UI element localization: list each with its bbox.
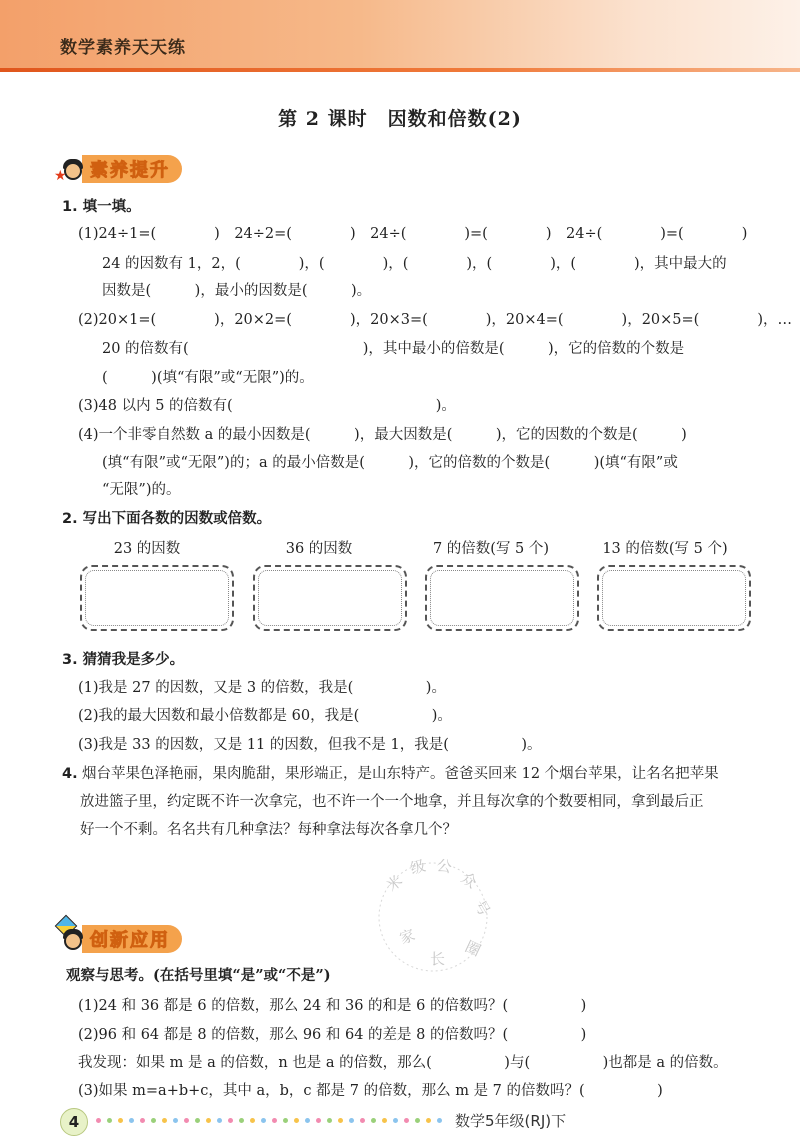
- answer-box-factors-23[interactable]: [80, 565, 234, 631]
- stamp-char-2: 公: [435, 856, 454, 877]
- q2-title: 2. 写出下面各数的因数或倍数。: [62, 511, 272, 527]
- box-label-factors-36: 36 的因数: [285, 541, 353, 557]
- lesson-title: 第 2 课时 因数和倍数(2): [278, 108, 522, 130]
- watermark-stamp: [368, 852, 498, 982]
- q1-p1-line1: (1)24÷1=( ) 24÷2=( ) 24÷( )=( ) 24÷( )=( ): [78, 226, 748, 242]
- footer-dots: [96, 1118, 442, 1123]
- q1-p2-line3: ( )(填“有限”或“无限”)的。: [102, 370, 314, 386]
- q1-p2-line1: (2)20×1=( )，20×2=( )，20×3=( )，20×4=( )，20×5=( )，…: [78, 312, 792, 328]
- q4-line1: 烟台苹果色泽艳丽，果肉脆甜，果形端正，是山东特产。爸爸买回来 12 个烟台苹果，让名名把苹果: [82, 766, 719, 782]
- q1-p4-line2: (填“有限”或“无限”)的；a 的最小倍数是( )，它的倍数的个数是( )(填“有限”或: [102, 455, 678, 471]
- section-badge-literacy: [54, 154, 182, 184]
- q4-line3: 好一个不剩。名名共有几种拿法？每种拿法每次各拿几个？: [80, 822, 457, 838]
- q1-p4-line3: “无限”)的。: [102, 482, 181, 498]
- stamp-char-3: 众: [457, 868, 481, 892]
- stamp-char-1: 级: [408, 856, 428, 878]
- q5-line4: (3)如果 m=a+b+c，其中 a，b，c 都是 7 的倍数，那么 m 是 7 的倍数吗？( ): [78, 1083, 663, 1099]
- section-title-2: 创新应用: [82, 925, 182, 953]
- q4-number: 4.: [62, 766, 78, 782]
- q1-p2-line2: 20 的倍数有( )，其中最小的倍数是( )，它的倍数的个数是: [102, 341, 685, 357]
- q1-title: 1. 填一填。: [62, 199, 141, 215]
- q5-title: 观察与思考。(在括号里填“是”或“不是”): [66, 967, 331, 984]
- q3-line3: (3)我是 33 的因数，又是 11 的因数，但我不是 1，我是( )。: [78, 737, 542, 753]
- student-kite-icon: [58, 924, 88, 954]
- series-title: 数学素养天天练: [60, 38, 186, 58]
- answer-box-multiples-13[interactable]: [597, 565, 751, 631]
- q4-line2: 放进篮子里，约定既不许一次拿完，也不许一个一个地拿，并且每次拿的个数要相同，拿到最后正: [80, 794, 704, 810]
- stamp-char-6: 长: [430, 950, 446, 968]
- q5-line1: (1)24 和 36 都是 6 的倍数，那么 24 和 36 的和是 6 的倍数吗？( ): [78, 998, 587, 1014]
- q3-title: 3. 猜猜我是多少。: [62, 652, 185, 668]
- stamp-char-4: 号: [470, 897, 494, 920]
- page-number: 4: [60, 1108, 88, 1136]
- section-badge-innovation: [58, 924, 182, 954]
- stamp-char-7: 圈: [462, 937, 484, 960]
- q1-p1-line3: 因数是( )，最小的因数是( )。: [102, 283, 372, 299]
- section-title: 素养提升: [82, 155, 182, 183]
- q5-line2: (2)96 和 64 都是 8 的倍数，那么 96 和 64 的差是 8 的倍数吗？( ): [78, 1027, 587, 1043]
- stamp-char-0: 米: [383, 871, 407, 896]
- box-label-multiples-13: 13 的倍数(写 5 个): [602, 541, 728, 557]
- q5-line3: 我发现：如果 m 是 a 的倍数，n 也是 a 的倍数，那么( )与( )也都是 a 的倍数。: [78, 1055, 728, 1071]
- student-icon: ★: [58, 154, 88, 184]
- answer-box-factors-36[interactable]: [253, 565, 407, 631]
- q3-line2: (2)我的最大因数和最小倍数都是 60，我是( )。: [78, 708, 452, 724]
- q1-p3-line1: (3)48 以内 5 的倍数有( )。: [78, 398, 456, 414]
- stamp-char-5: 家: [397, 925, 418, 948]
- book-title: 数学5年级(RJ)下: [455, 1112, 567, 1130]
- q3-line1: (1)我是 27 的因数，又是 3 的倍数，我是( )。: [78, 680, 446, 696]
- q1-p1-line2: 24 的因数有 1，2，( )，( )，( )，( )，( )，其中最大的: [102, 256, 727, 272]
- answer-box-multiples-7[interactable]: [425, 565, 579, 631]
- box-label-multiples-7: 7 的倍数(写 5 个): [432, 541, 550, 557]
- q1-p4-line1: (4)一个非零自然数 a 的最小因数是( )，最大因数是( )，它的因数的个数是( ): [78, 427, 687, 443]
- box-label-factors-23: 23 的因数: [113, 541, 181, 557]
